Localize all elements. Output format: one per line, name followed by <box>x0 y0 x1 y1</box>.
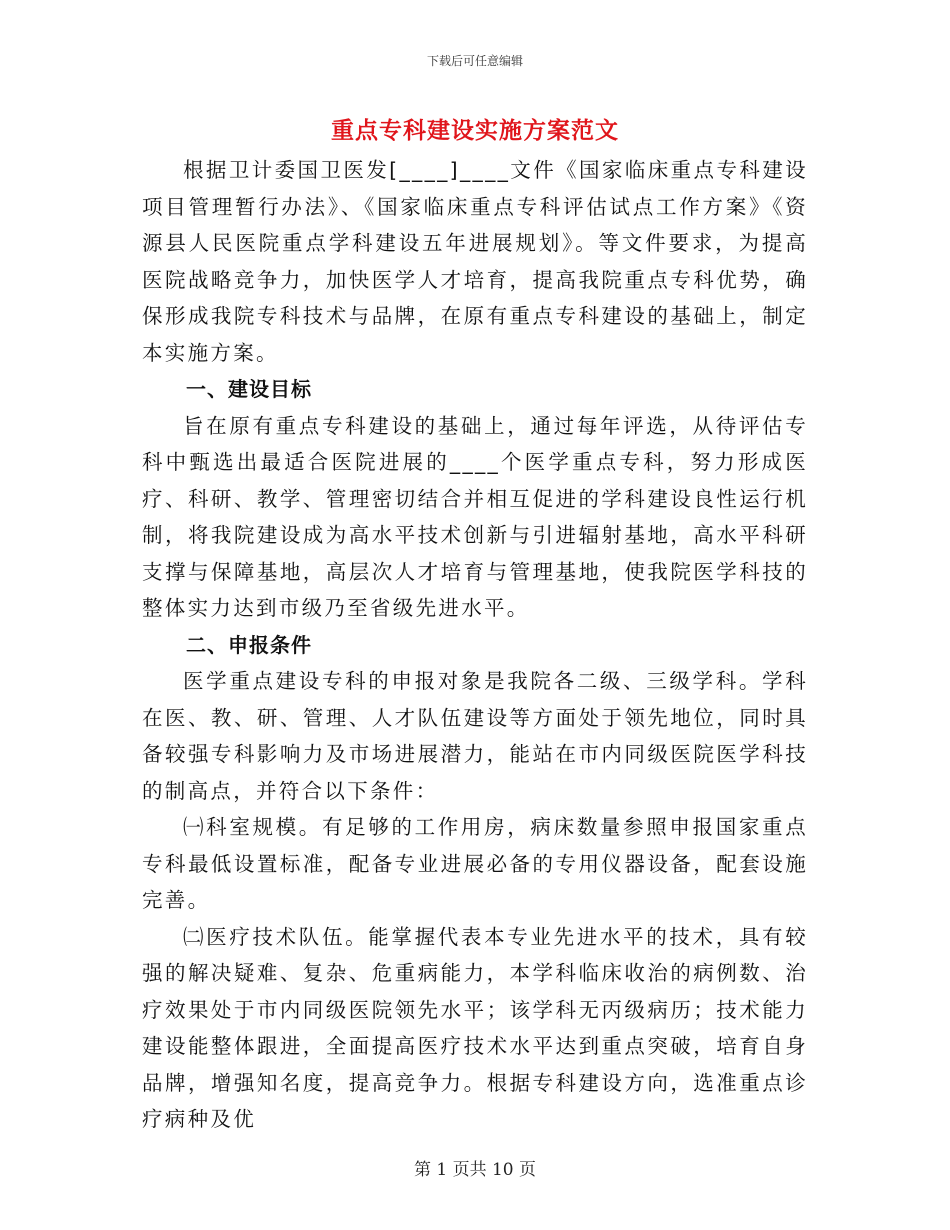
page-footer: 第 1 页共 10 页 <box>413 1160 537 1180</box>
condition-item-2: ㈡医疗技术队伍。能掌握代表本专业先进水平的技术，具有较强的解决疑难、复杂、危重病能力，本学科临床收治的病例数、治疗效果处于市内同级医院领先水平；该学科无丙级病历；技术能力建设能整体跟进，全面提高医疗技术水平达到重点突破，培育自身品牌，增强知名度，提高竞争力。根据专科建设方向，选准重点诊疗病种及优 <box>142 924 808 1131</box>
goals-paragraph: 旨在原有重点专科建设的基础上，通过每年评选，从待评估专科中甄选出最适合医院进展的____个医学重点专科，努力形成医疗、科研、教学、管理密切结合并相互促进的学科建设良性运行机制，将我院建设成为高水平技术创新与引进辐射基地，高水平科研支撑与保障基地，高层次人才培育与管理基地，使我院医学科技的整体实力达到市级乃至省级先进水平。 <box>142 413 808 620</box>
condition-item-1: ㈠科室规模。有足够的工作用房，病床数量参照申报国家重点专科最低设置标准，配备专业进展必备的专用仪器设备，配套设施完善。 <box>142 815 808 912</box>
document-title: 重点专科建设实施方案范文 <box>331 118 619 144</box>
page-header: 下载后可任意编辑 <box>426 54 523 68</box>
intro-paragraph: 根据卫计委国卫医发[____]____文件《国家临床重点专科建设项目管理暂行办法》、《国家临床重点专科评估试点工作方案》《资源县人民医院重点学科建设五年进展规划》。等文件要求，为提高医院战略竞争力，加快医学人才培育，提高我院重点专科优势，确保形成我院专科技术与品牌，在原有重点专科建设的基础上，制定本实施方案。 <box>142 158 808 365</box>
section-heading-conditions: 二、申报条件 <box>186 632 312 657</box>
conditions-paragraph: 医学重点建设专科的申报对象是我院各二级、三级学科。学科在医、教、研、管理、人才队伍建设等方面处于领先地位，同时具备较强专科影响力及市场进展潜力，能站在市内同级医院医学科技的制高点，并符合以下条件： <box>142 669 808 803</box>
section-heading-goals: 一、建设目标 <box>186 377 312 401</box>
document-body <box>142 152 808 1138</box>
